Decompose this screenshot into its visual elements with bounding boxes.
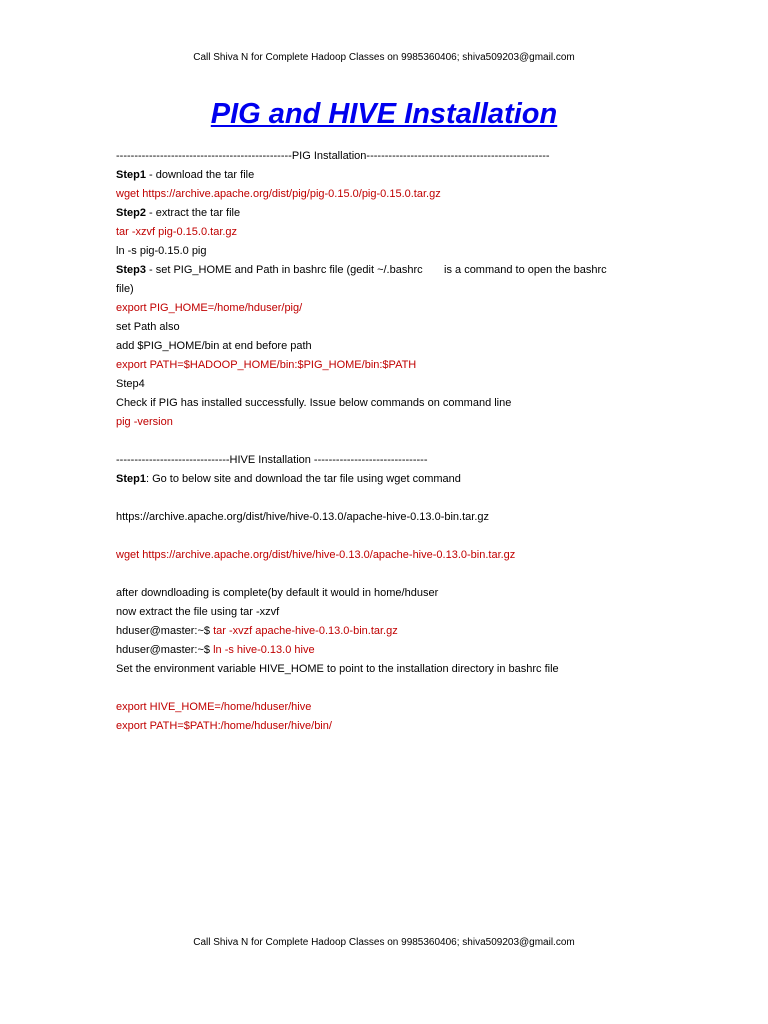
- text: - download the tar file: [145, 169, 255, 181]
- pig-set-path: [116, 318, 676, 337]
- blank: [116, 527, 676, 546]
- text: - set PIG_HOME and Path in bashrc file (gedit ~/.bashrc is a command to open the bashrc: [145, 264, 607, 276]
- hive-after-download: [116, 584, 676, 603]
- command-text: pig -version: [116, 416, 173, 428]
- page-header: Call Shiva N for Complete Hadoop Classes on 9985360406; shiva509203@gmail.com: [193, 52, 575, 63]
- text: hduser@master:~$: [116, 625, 214, 637]
- hive-export-path: [116, 717, 676, 736]
- text: Set the environment variable HIVE_HOME to point to the installation directory in bashrc file: [116, 663, 559, 675]
- document-title: PIG and HIVE Installation: [210, 98, 558, 130]
- step-label: Step3: [116, 264, 146, 276]
- pig-step1: [116, 166, 676, 185]
- command-text: export PATH=$HADOOP_HOME/bin:$PIG_HOME/bin:$PATH: [116, 359, 417, 371]
- pig-export-home: [116, 299, 676, 318]
- text: now extract the file using tar -xzvf: [116, 606, 280, 618]
- hive-set-env: [116, 660, 676, 679]
- blank: [116, 679, 676, 698]
- blank: [116, 432, 676, 451]
- pig-section-divider: [116, 147, 676, 166]
- page-footer: Call Shiva N for Complete Hadoop Classes on 9985360406; shiva509203@gmail.com: [193, 937, 575, 948]
- pig-step3: [116, 261, 676, 280]
- hive-export-home: [116, 698, 676, 717]
- command-text: export PATH=$PATH:/home/hduser/hive/bin/: [116, 720, 332, 732]
- text: Step4: [116, 378, 145, 390]
- hive-url: [116, 508, 676, 527]
- text: ln -s pig-0.15.0 pig: [116, 245, 207, 257]
- text: Check if PIG has installed successfully. Issue below commands on command line: [116, 397, 512, 409]
- command-text: export HIVE_HOME=/home/hduser/hive: [116, 701, 312, 713]
- hive-extract: [116, 603, 676, 622]
- text: file): [116, 283, 134, 295]
- pig-ln-command: [116, 242, 676, 261]
- pig-check: [116, 394, 676, 413]
- step-label: Step2: [116, 207, 146, 219]
- text: hduser@master:~$: [116, 644, 214, 656]
- blank: [116, 489, 676, 508]
- text: - extract the tar file: [145, 207, 241, 219]
- command-text: export PIG_HOME=/home/hduser/pig/: [116, 302, 303, 314]
- step-label: Step1: [116, 473, 146, 485]
- pig-wget-command: [116, 185, 676, 204]
- text: -------------------------------HIVE Installation -------------------------------: [116, 454, 428, 466]
- pig-step2: [116, 204, 676, 223]
- command-text: wget https://archive.apache.org/dist/pig/pig-0.15.0/pig-0.15.0.tar.gz: [116, 188, 441, 200]
- hive-step1: [116, 470, 676, 489]
- text: ------------------------------------------------PIG Installation--------------------------------------------------: [116, 150, 550, 162]
- pig-step3-cont: [116, 280, 676, 299]
- text: after downdloading is complete(by default it would in home/hduser: [116, 587, 439, 599]
- command-text: wget https://archive.apache.org/dist/hive/hive-0.13.0/apache-hive-0.13.0-bin.tar.gz: [116, 549, 516, 561]
- pig-export-path: [116, 356, 676, 375]
- pig-version-command: [116, 413, 676, 432]
- hive-tar-command: [116, 622, 676, 641]
- blank: [116, 565, 676, 584]
- hive-wget-command: [116, 546, 676, 565]
- document-body: [116, 147, 676, 736]
- command-text: tar -xzvf pig-0.15.0.tar.gz: [116, 226, 238, 238]
- step-label: Step1: [116, 169, 146, 181]
- text: add $PIG_HOME/bin at end before path: [116, 340, 312, 352]
- hive-ln-command: [116, 641, 676, 660]
- pig-step4: [116, 375, 676, 394]
- text: : Go to below site and download the tar file using wget command: [145, 473, 461, 485]
- command-text: ln -s hive-0.13.0 hive: [213, 644, 315, 656]
- command-text: tar -xvzf apache-hive-0.13.0-bin.tar.gz: [213, 625, 398, 637]
- pig-add-path: [116, 337, 676, 356]
- pig-tar-command: [116, 223, 676, 242]
- hive-section-divider: [116, 451, 676, 470]
- text: https://archive.apache.org/dist/hive/hive-0.13.0/apache-hive-0.13.0-bin.tar.gz: [116, 511, 490, 523]
- text: set Path also: [116, 321, 180, 333]
